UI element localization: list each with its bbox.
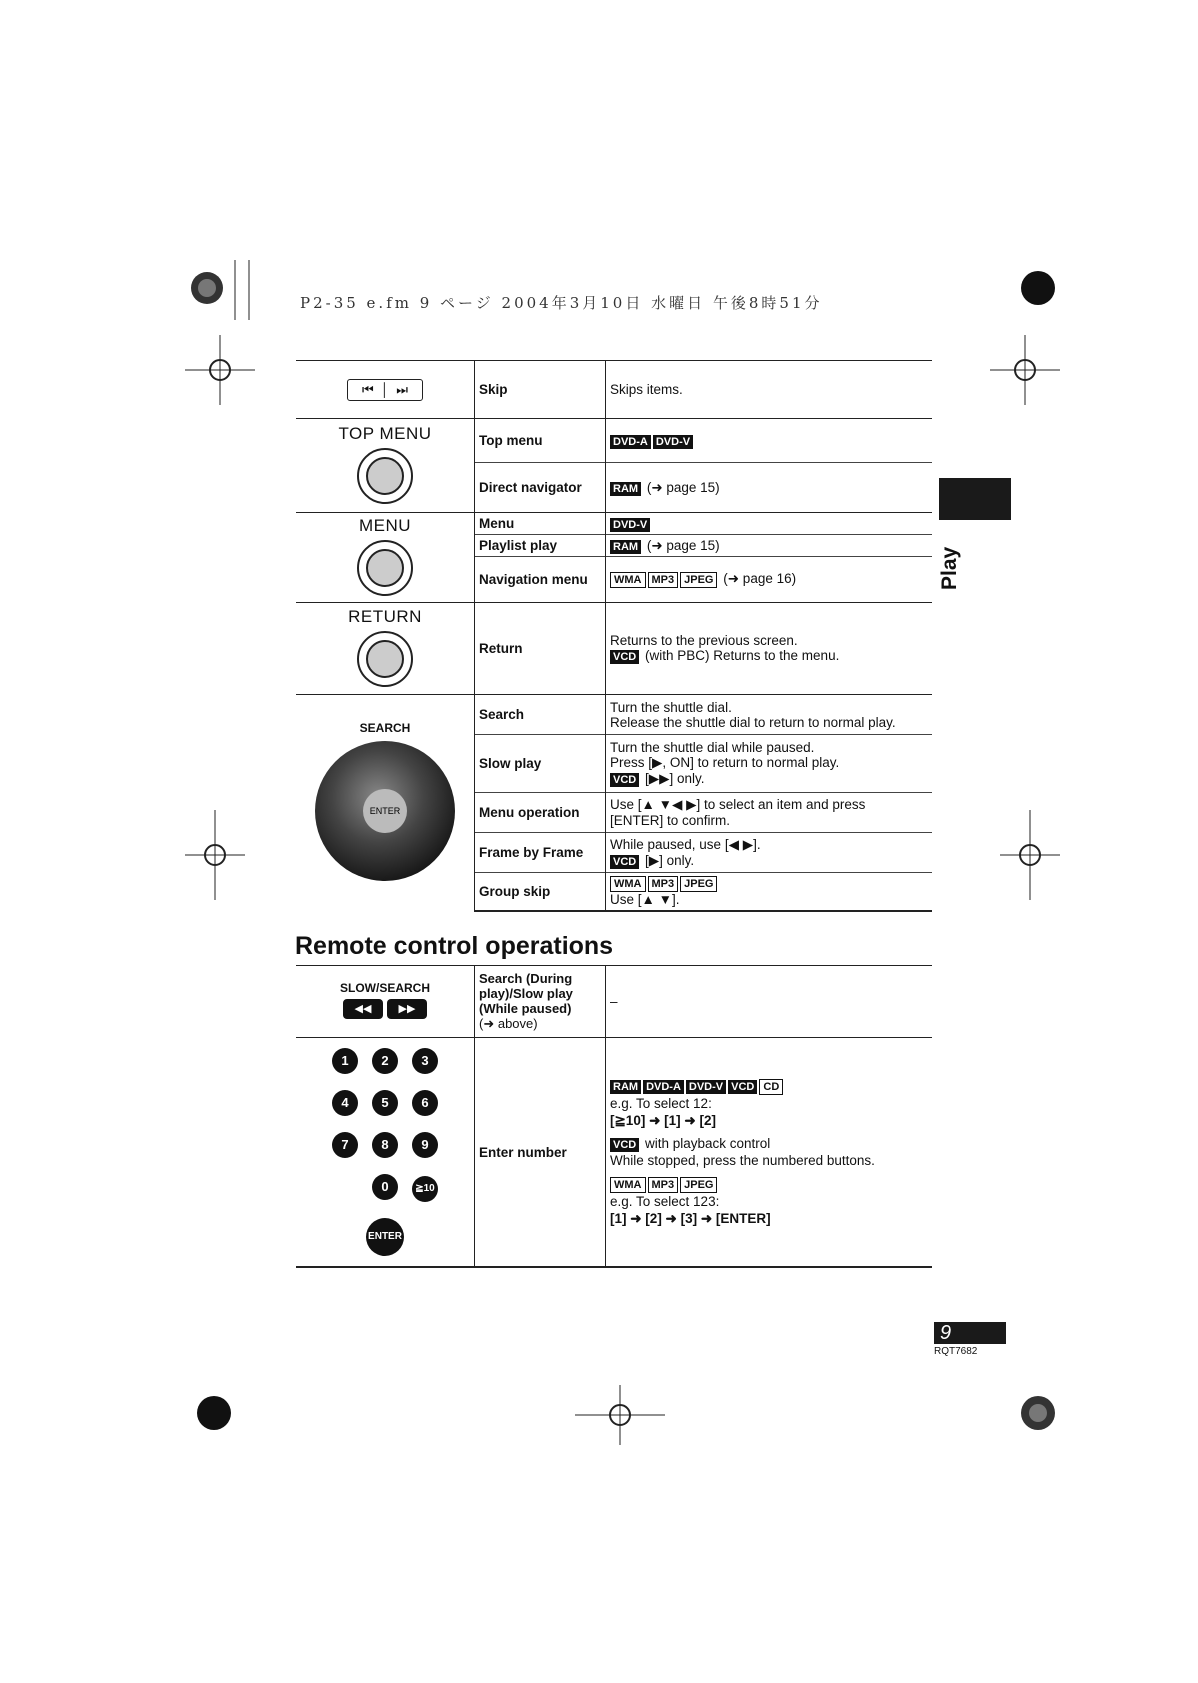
table-row (296, 1038, 932, 1268)
function-search: Search (475, 695, 606, 735)
numpad-1-button: 1 (332, 1048, 358, 1074)
return-button-icon (357, 631, 413, 687)
function-group-skip: Group skip (475, 873, 606, 911)
tag-vcd: VCD (728, 1080, 757, 1094)
tag-ram: RAM (610, 540, 641, 554)
tag-jpeg: JPEG (680, 876, 717, 892)
menu-button-icon (357, 540, 413, 596)
table-row (296, 603, 932, 695)
desc-search-line1: Turn the shuttle dial. (610, 699, 732, 715)
skip-buttons-icon: ⏮ │ ⏭ (347, 379, 423, 401)
tag-wma: WMA (610, 572, 646, 588)
desc-slow-line2: Press [▶, ON] to return to normal play. (610, 755, 840, 770)
crosshair-mark (575, 1385, 665, 1445)
tag-vcd: VCD (610, 1138, 639, 1152)
table-row (296, 419, 932, 463)
desc-return-line2: (with PBC) Returns to the menu. (645, 648, 840, 663)
tag-dvd-v: DVD-V (610, 518, 650, 532)
numpad-7-button: 7 (332, 1132, 358, 1158)
function-menu-operation: Menu operation (475, 793, 606, 833)
menu-button-label: MENU (358, 516, 412, 535)
numpad-3-button: 3 (412, 1048, 438, 1074)
shuttle-dial-icon (315, 741, 455, 881)
table-row (296, 966, 932, 1038)
desc-navigation-menu: (➜ page 16) (723, 571, 797, 586)
function-search-line2: play)/Slow play (479, 986, 573, 1001)
dial-enter-label: ENTER (363, 789, 407, 833)
desc-enter-line6: [1] ➜ [2] ➜ [3] ➜ [ENTER] (610, 1211, 771, 1226)
crosshair-mark (990, 335, 1060, 405)
function-search-note: (➜ above) (479, 1016, 538, 1031)
registration-mark-bottom-right (1010, 1385, 1070, 1445)
fast-forward-button-icon: ▶▶ (387, 999, 427, 1019)
numpad (296, 1038, 475, 1268)
tag-mp3: MP3 (648, 572, 679, 588)
desc-return-line1: Returns to the previous screen. (610, 633, 798, 648)
numpad-5-button: 5 (372, 1090, 398, 1116)
desc-enter-line1: e.g. To select 12: (610, 1096, 712, 1111)
rewind-button-icon: ◀◀ (343, 999, 383, 1019)
tag-mp3: MP3 (648, 876, 679, 892)
desc-enter-line3: with playback control (645, 1136, 771, 1151)
table-row (296, 361, 932, 419)
return-button-label: RETURN (348, 607, 422, 626)
tag-ram: RAM (610, 1080, 641, 1094)
slow-search-label: SLOW/SEARCH (340, 980, 430, 995)
search-dial-label: SEARCH (359, 721, 411, 736)
function-direct-navigator: Direct navigator (475, 463, 606, 513)
model-number: RQT7682 (934, 1346, 978, 1357)
tag-wma: WMA (610, 876, 646, 892)
desc-menu-op-line2: [ENTER] to confirm. (610, 813, 731, 828)
desc-slow-line1: Turn the shuttle dial while paused. (610, 740, 815, 755)
desc-enter-line2: [≧10] ➜ [1] ➜ [2] (610, 1113, 716, 1128)
play-tab-label: Play (938, 546, 961, 590)
desc-search-dash: – (606, 966, 933, 1038)
function-playlist-play: Playlist play (475, 535, 606, 557)
desc-skip: Skips items. (606, 361, 933, 419)
tag-dvd-a: DVD-A (643, 1080, 684, 1094)
crosshair-mark (185, 335, 255, 405)
function-search-line3: (While paused) (479, 1001, 572, 1016)
desc-direct-navigator: (➜ page 15) (646, 479, 720, 495)
registration-mark-top-right (1010, 260, 1070, 320)
page-number: 9 (934, 1322, 1006, 1344)
function-frame-by-frame: Frame by Frame (475, 833, 606, 873)
tag-ram: RAM (610, 482, 641, 496)
tag-vcd: VCD (610, 650, 639, 664)
section-title: Remote control operations (295, 932, 614, 960)
desc-search-line2: Release the shuttle dial to return to normal play. (610, 714, 896, 730)
function-slow-play: Slow play (475, 735, 606, 793)
tag-cd: CD (759, 1079, 783, 1095)
function-menu: Menu (475, 513, 606, 535)
function-skip: Skip (475, 361, 606, 419)
numpad-4-button: 4 (332, 1090, 358, 1116)
tag-jpeg: JPEG (680, 572, 717, 588)
function-navigation-menu: Navigation menu (475, 557, 606, 603)
desc-group-skip: Use [▲ ▼]. (610, 892, 680, 908)
tag-vcd: VCD (610, 773, 639, 787)
function-return: Return (475, 603, 606, 695)
tag-mp3: MP3 (648, 1177, 679, 1193)
numpad-8-button: 8 (372, 1132, 398, 1158)
file-header: P2-35 e.fm 9 ページ 2004年3月10日 水曜日 午後8時51分 (300, 294, 823, 312)
registration-mark-top-left (185, 260, 265, 320)
tag-dvd-v: DVD-V (653, 435, 693, 449)
desc-slow-line3: [▶▶] only. (645, 771, 705, 786)
function-top-menu: Top menu (475, 419, 606, 463)
tag-dvd-a: DVD-A (610, 435, 651, 449)
numpad-2-button: 2 (372, 1048, 398, 1074)
button-function-table (296, 360, 932, 912)
registration-mark-bottom-left (188, 1385, 248, 1445)
table-row (296, 513, 932, 535)
numpad-6-button: 6 (412, 1090, 438, 1116)
tag-dvd-v: DVD-V (686, 1080, 726, 1094)
desc-playlist-play: (➜ page 15) (646, 537, 720, 553)
tag-jpeg: JPEG (680, 1177, 717, 1193)
numpad-enter-button: ENTER (366, 1218, 404, 1256)
play-tab-block (939, 478, 1011, 520)
top-menu-button-icon (357, 448, 413, 504)
numpad-0-button: 0 (372, 1174, 398, 1200)
desc-enter-line5: e.g. To select 123: (610, 1194, 720, 1209)
top-menu-button-label: TOP MENU (338, 424, 432, 443)
desc-menu-op-line1: Use [▲ ▼◀ ▶] to select an item and press (610, 797, 866, 812)
desc-frame-line1: While paused, use [◀ ▶]. (610, 836, 761, 852)
function-search-line1: Search (During (479, 971, 573, 986)
tag-wma: WMA (610, 1177, 646, 1193)
table-row (296, 695, 932, 735)
desc-frame-line2: [▶] only. (645, 852, 695, 868)
numpad-9-button: 9 (412, 1132, 438, 1158)
crosshair-mark (185, 810, 245, 900)
function-enter-number: Enter number (475, 1038, 606, 1268)
remote-operations-table (296, 965, 932, 1268)
numpad-10plus-button: ≧10 (412, 1176, 438, 1202)
crosshair-mark (1000, 810, 1060, 900)
desc-enter-line4: While stopped, press the numbered buttons. (610, 1153, 875, 1168)
tag-vcd: VCD (610, 855, 639, 869)
